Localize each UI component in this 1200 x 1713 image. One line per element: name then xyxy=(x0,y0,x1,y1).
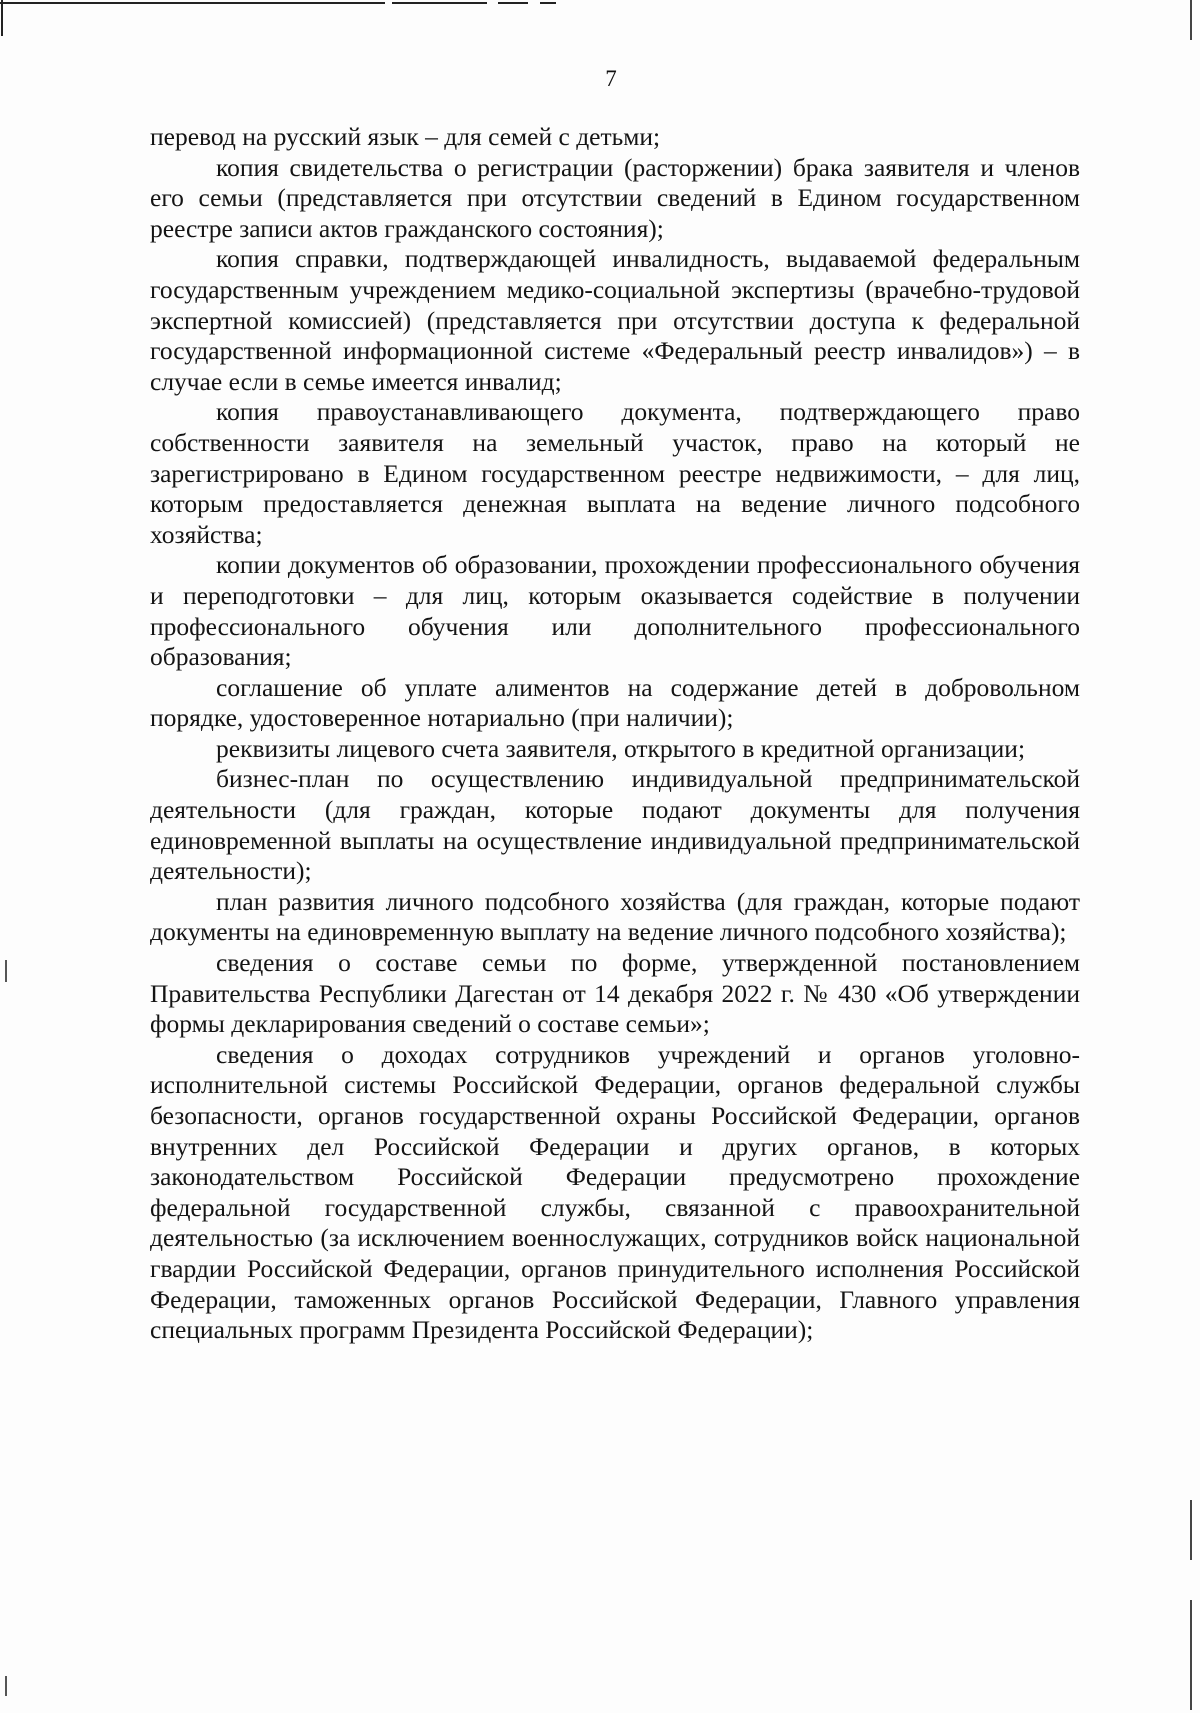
scan-border-line xyxy=(1190,0,1192,40)
paragraph-marriage-certificate: копия свидетельства о регистрации (расторжении) брака заявителя и членов его семьи (представляется при отсутствии сведений в Едином государственном реестре записи актов гражданского состояния); xyxy=(150,152,1080,243)
paragraph-continuation: перевод на русский язык – для семей с детьми; xyxy=(150,122,661,151)
page-number: 7 xyxy=(605,66,617,91)
paragraph-bank-account: реквизиты лицевого счета заявителя, открытого в кредитной организации; xyxy=(216,733,1026,763)
paragraph-alimony-agreement: соглашение об уплате алиментов на содержание детей в добровольном порядке, удостоверенное нотариально (при наличии); xyxy=(150,672,1080,733)
paragraph-business-plan: бизнес-план по осуществлению индивидуальной предпринимательской деятельности (для граждан, которые подают документы для получения единовременной выплаты на осуществление индивидуальной предпринимательской деятельности); xyxy=(150,764,1080,886)
scan-border-line xyxy=(498,2,528,4)
paragraph-land-ownership: копия правоустанавливающего документа, подтверждающего право собственности заявителя на земельный участок, право на который не зарегистрировано в Едином государственном реестре недвижимости, – для лиц, которым предоставляется денежная выплата на ведение личного подсобного хозяйства; xyxy=(150,397,1080,549)
scan-mark xyxy=(5,1676,7,1696)
paragraph-family-composition: сведения о составе семьи по форме, утвержденной постановлением Правительства Республики Дагестан от 14 декабря 2022 г. № 430 «Об утверждении формы декларирования сведений о составе семьи»; xyxy=(150,948,1080,1039)
scan-mark xyxy=(5,960,7,982)
paragraph-education-documents: копии документов об образовании, прохождении профессионального обучения и переподготовки – для лиц, которым оказывается содействие в получении профессионального обучения или дополнительного профессионального образования; xyxy=(150,550,1080,672)
paragraph-household-plan: план развития личного подсобного хозяйства (для граждан, которые подают документы на единовременную выплату на ведение личного подсобного хозяйства); xyxy=(150,886,1080,947)
scan-border-line xyxy=(540,2,556,4)
scan-border-line xyxy=(1190,1500,1192,1560)
scan-border-line xyxy=(392,2,487,4)
paragraph-disability-certificate: копия справки, подтверждающей инвалидность, выдаваемой федеральным государственным учреждением медико-социальной экспертизы (врачебно-трудовой экспертной комиссией) (представляется при отсутствии доступа к федеральной государственной информационной системе «Федеральный реестр инвалидов») – в случае если в семье имеется инвалид; xyxy=(150,244,1080,396)
scan-border-line xyxy=(1,0,3,36)
scan-border-line xyxy=(1190,1600,1192,1710)
paragraph-income-information: сведения о доходах сотрудников учреждений и органов уголовно-исполнительной системы Российской Федерации, органов федеральной службы безопасности, органов государственной охраны Российской Федерации, органов внутренних дел Российской Федерации и других органов, в которых законодательством Российской Федерации предусмотрено прохождение федеральной государственной службы, связанной с правоохранительной деятельностью (за исключением военнослужащих, сотрудников войск национальной гвардии Российской Федерации, органов принудительного исполнения Российской Федерации, таможенных органов Российской Федерации, Главного управления специальных программ Президента Российской Федерации); xyxy=(150,1039,1080,1345)
document-body xyxy=(150,122,1080,1346)
scan-border-line xyxy=(0,2,385,4)
